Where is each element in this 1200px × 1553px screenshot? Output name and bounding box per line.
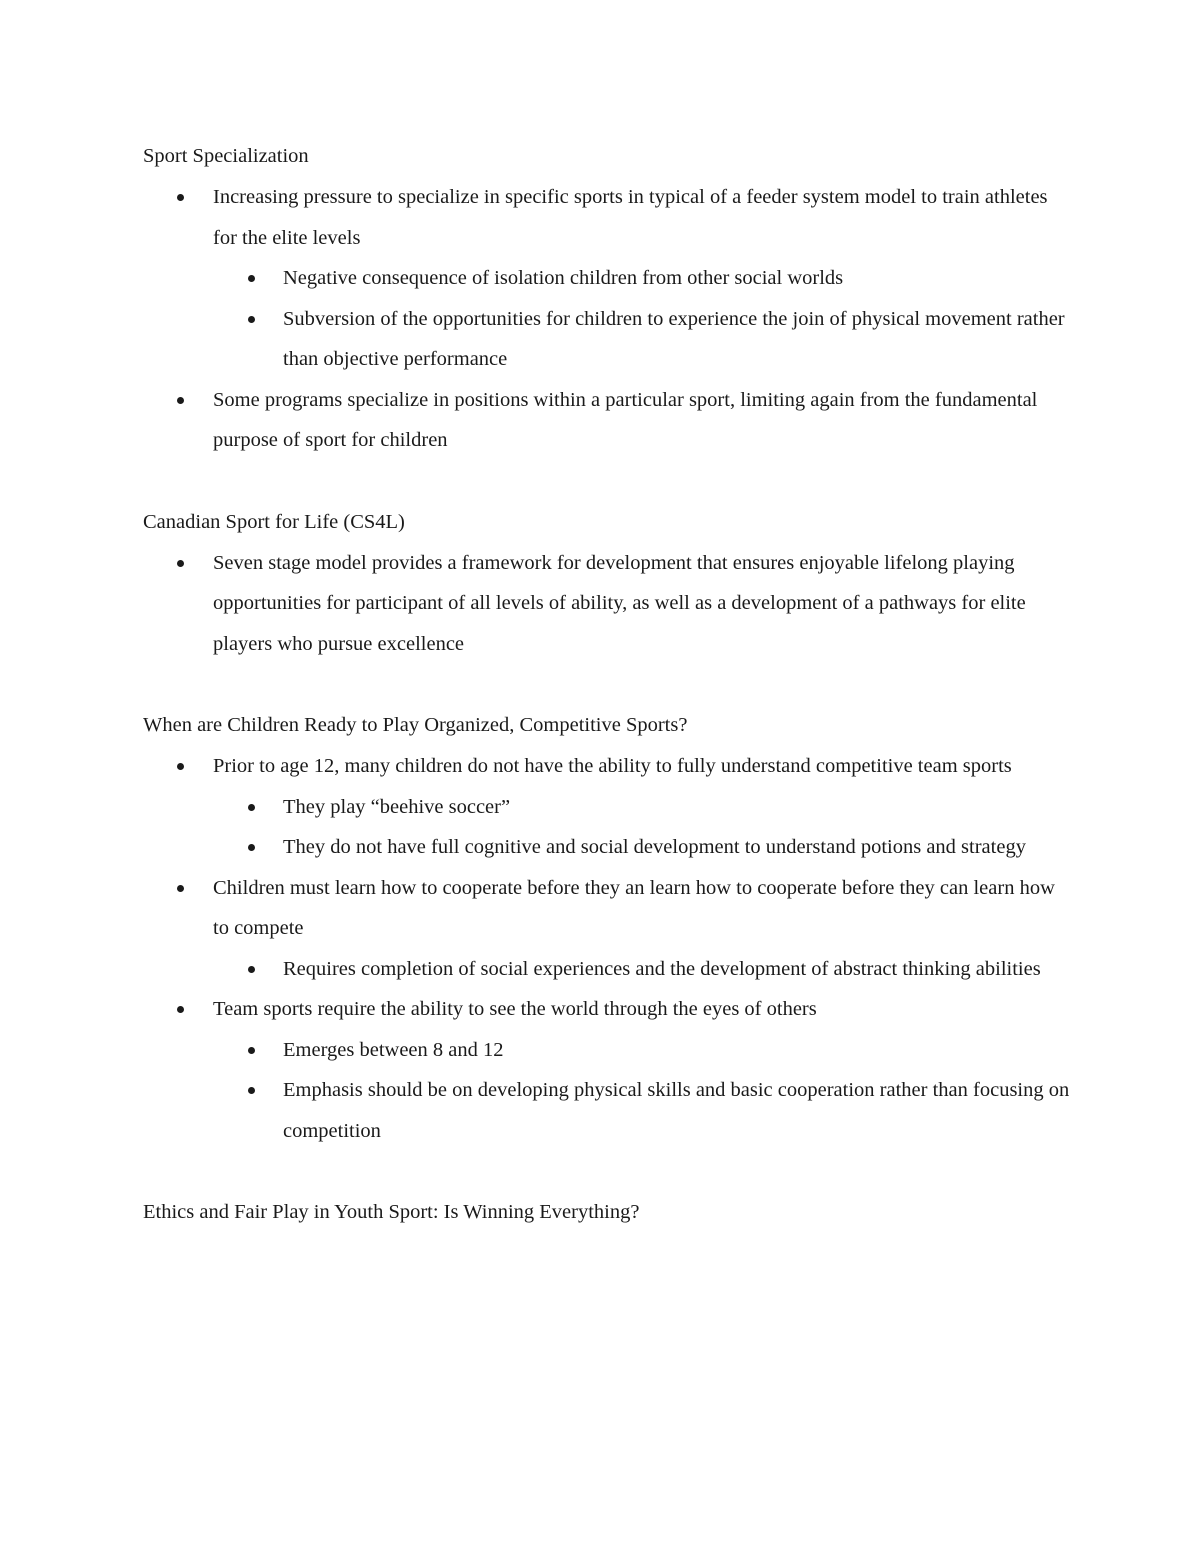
list-item-text: Prior to age 12, many children do not have the ability to fully understand competitive team sports bbox=[213, 755, 1012, 777]
sub-list-item bbox=[143, 258, 1073, 299]
sub-list-item bbox=[143, 827, 1073, 868]
bullet-list bbox=[143, 543, 1073, 665]
bullet-icon bbox=[248, 844, 255, 851]
bullet-icon bbox=[177, 885, 184, 892]
section-heading: Sport Specialization bbox=[143, 145, 309, 167]
section-sport-specialization bbox=[143, 136, 1073, 461]
bullet-icon bbox=[248, 966, 255, 973]
sub-list-item-text: Emerges between 8 and 12 bbox=[283, 1038, 504, 1061]
bullet-icon bbox=[248, 1087, 255, 1094]
list-item-text: Increasing pressure to specialize in specific sports in typical of a feeder system model to train athletes for the elite levels bbox=[213, 186, 1048, 249]
bullet-icon bbox=[177, 1006, 184, 1013]
sub-list-item bbox=[143, 1030, 1073, 1071]
bullet-icon bbox=[177, 194, 184, 201]
section-heading: Ethics and Fair Play in Youth Sport: Is Winning Everything? bbox=[143, 1201, 640, 1223]
bullet-icon bbox=[248, 1047, 255, 1054]
list-item bbox=[143, 177, 1073, 258]
bullet-icon bbox=[177, 560, 184, 567]
sub-list-item-text: They do not have full cognitive and social development to understand potions and strategy bbox=[283, 836, 1026, 858]
section-heading: When are Children Ready to Play Organized, Competitive Sports? bbox=[143, 714, 688, 736]
bullet-icon bbox=[248, 804, 255, 811]
list-item-text: Team sports require the ability to see the world through the eyes of others bbox=[213, 998, 817, 1020]
list-item bbox=[143, 868, 1073, 949]
section-canadian-sport-for-life bbox=[143, 502, 1073, 665]
bullet-icon bbox=[248, 275, 255, 282]
section-heading: Canadian Sport for Life (CS4L) bbox=[143, 510, 405, 533]
sub-list-item-text: Requires completion of social experiences and the development of abstract thinking abilities bbox=[283, 957, 1041, 980]
sub-list-item-text: They play “beehive soccer” bbox=[283, 795, 511, 818]
sub-list-item-text: Subversion of the opportunities for children to experience the join of physical movement rather than objective performance bbox=[283, 307, 1065, 370]
list-item-text: Seven stage model provides a framework for development that ensures enjoyable lifelong playing opportunities for participant of all levels of ability, as well as a development of a pathways for elite players who pursue excellence bbox=[213, 551, 1026, 655]
sub-list-item bbox=[143, 1070, 1073, 1151]
section-children-ready-to-play bbox=[143, 705, 1073, 1151]
bullet-icon bbox=[248, 316, 255, 323]
sub-list-item bbox=[143, 787, 1073, 828]
sub-list-item-text: Emphasis should be on developing physical skills and basic cooperation rather than focusing on competition bbox=[283, 1079, 1070, 1142]
list-item bbox=[143, 543, 1073, 665]
bullet-icon bbox=[177, 397, 184, 404]
list-item bbox=[143, 380, 1073, 461]
bullet-list bbox=[143, 746, 1073, 1151]
section-ethics-and-fair-play bbox=[143, 1192, 1073, 1233]
bullet-icon bbox=[177, 763, 184, 770]
list-item bbox=[143, 746, 1073, 787]
list-item-text: Children must learn how to cooperate before they an learn how to cooperate before they can learn how to compete bbox=[213, 876, 1055, 939]
sub-list-item bbox=[143, 299, 1073, 380]
bullet-list bbox=[143, 177, 1073, 461]
list-item bbox=[143, 989, 1073, 1030]
list-item-text: Some programs specialize in positions within a particular sport, limiting again from the fundamental purpose of sport for children bbox=[213, 388, 1038, 451]
sub-list-item bbox=[143, 949, 1073, 990]
document-body bbox=[143, 136, 1073, 1274]
sub-list-item-text: Negative consequence of isolation children from other social worlds bbox=[283, 267, 844, 289]
